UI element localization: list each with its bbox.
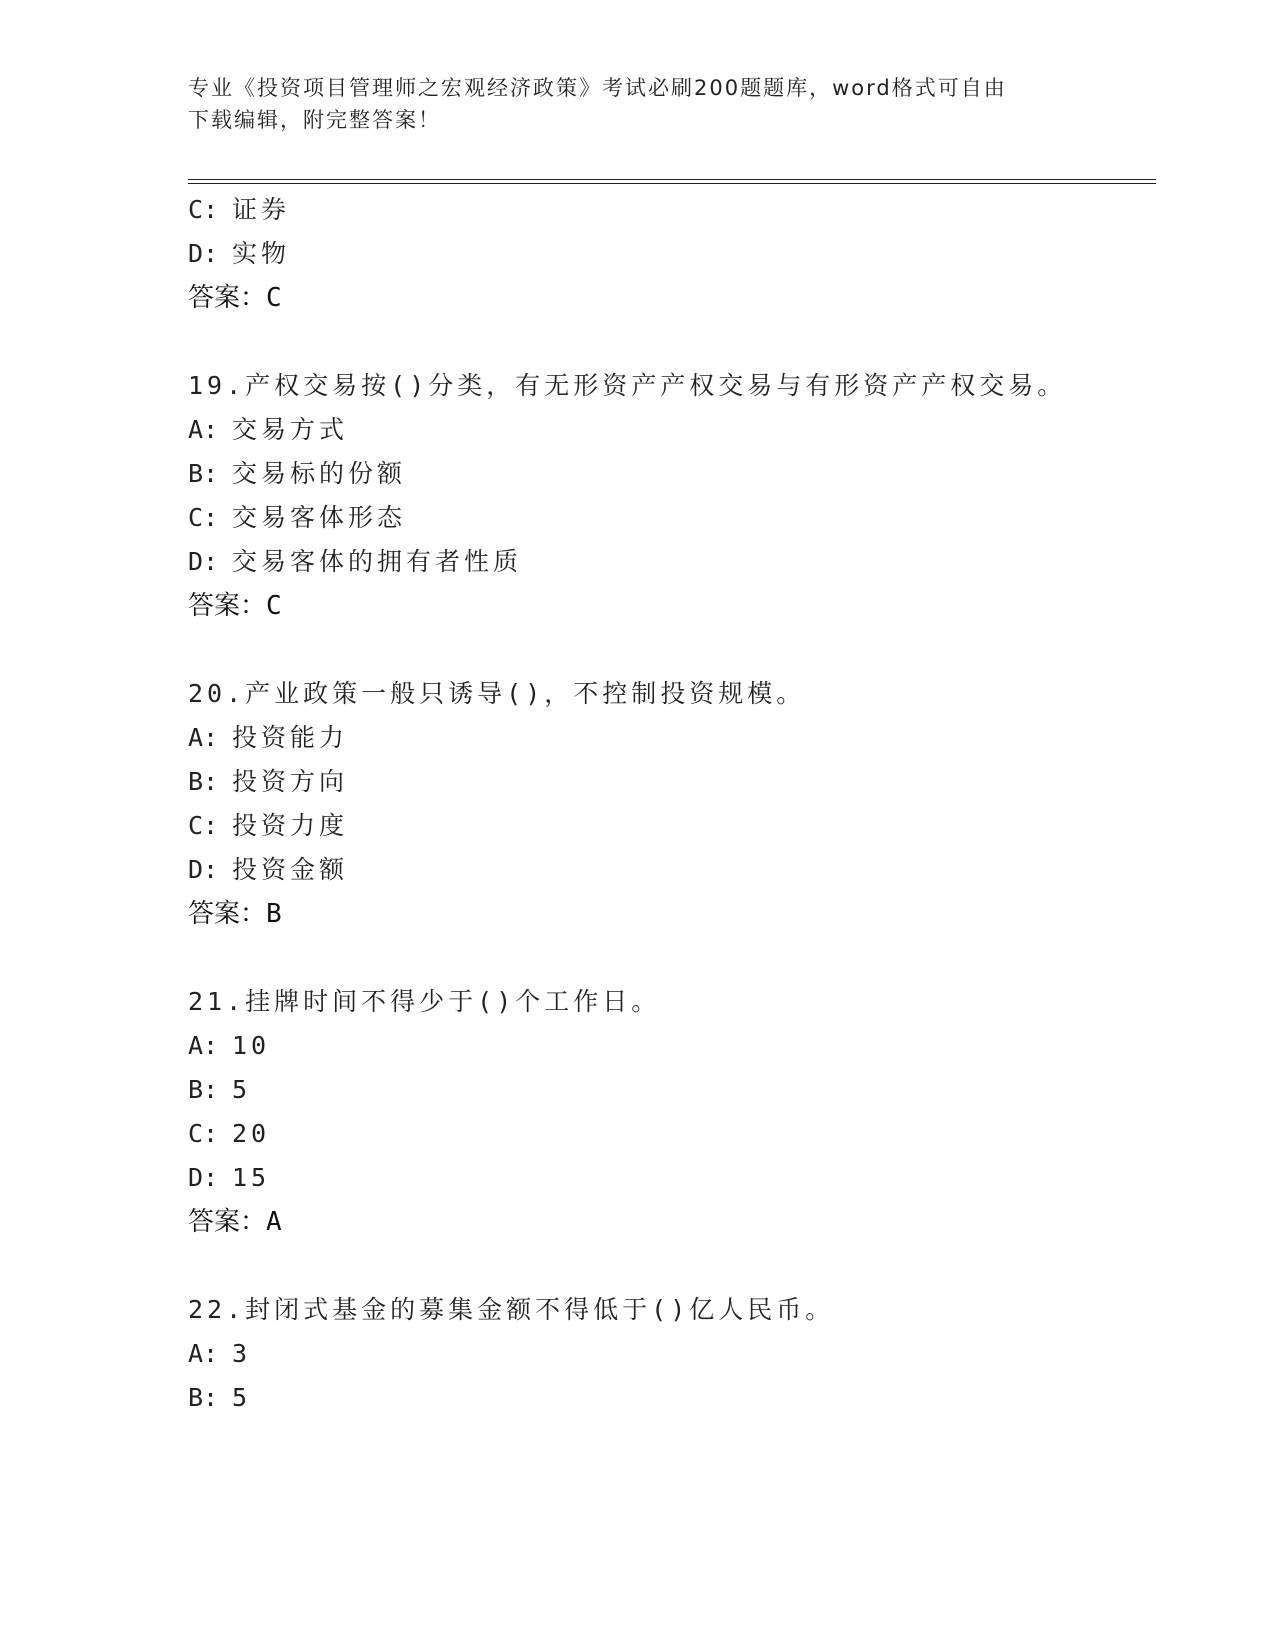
question-stem: 19.产权交易按()分类，有无形资产产权交易与有形资产产权交易。	[188, 371, 1067, 400]
answer-label: 答案：	[188, 283, 267, 313]
answer-line	[188, 282, 282, 314]
option-key: B:	[188, 1075, 219, 1104]
option-key: D:	[188, 1163, 219, 1192]
option-line	[188, 854, 348, 886]
option-text: 投资力度	[232, 811, 349, 840]
option-text: 交易方式	[232, 415, 349, 444]
option-line	[188, 1118, 270, 1150]
option-line	[188, 414, 348, 446]
option-text: 交易客体形态	[232, 503, 407, 532]
header-line-2: 下载编辑，附完整答案！	[188, 108, 441, 132]
option-key: C:	[188, 503, 219, 532]
answer-line	[188, 898, 282, 930]
answer-label: 答案：	[188, 1207, 267, 1237]
answer-value: C	[266, 591, 282, 621]
option-text: 证券	[232, 195, 291, 224]
option-line	[188, 1030, 270, 1062]
option-text: 5	[232, 1075, 252, 1104]
option-line	[188, 502, 406, 534]
option-text: 交易客体的拥有者性质	[232, 547, 523, 576]
option-line	[188, 546, 522, 578]
option-line	[188, 458, 406, 490]
option-line	[188, 766, 348, 798]
answer-value: A	[266, 1207, 282, 1237]
option-line	[188, 194, 290, 226]
option-text: 实物	[232, 239, 291, 268]
option-line	[188, 1074, 251, 1106]
option-key: C:	[188, 1119, 219, 1148]
option-key: B:	[188, 459, 219, 488]
answer-line	[188, 1206, 282, 1238]
answer-label: 答案：	[188, 591, 267, 621]
option-key: A:	[188, 1031, 219, 1060]
option-text: 10	[232, 1031, 271, 1060]
option-key: B:	[188, 1383, 219, 1412]
answer-value: C	[266, 283, 282, 313]
question-stem: 20.产业政策一般只诱导()，不控制投资规模。	[188, 679, 806, 708]
question-stem: 21.挂牌时间不得少于()个工作日。	[188, 987, 661, 1016]
option-line	[188, 1382, 251, 1414]
option-text: 5	[232, 1383, 252, 1412]
option-line	[188, 238, 290, 270]
answer-label: 答案：	[188, 899, 267, 929]
option-line	[188, 1162, 270, 1194]
option-text: 投资金额	[232, 855, 349, 884]
option-text: 投资能力	[232, 723, 349, 752]
answer-value: B	[266, 899, 282, 929]
option-key: D:	[188, 547, 219, 576]
option-text: 20	[232, 1119, 271, 1148]
option-key: D:	[188, 855, 219, 884]
question-stem: 22.封闭式基金的募集金额不得低于()亿人民币。	[188, 1295, 835, 1324]
option-text: 15	[232, 1163, 271, 1192]
option-text: 投资方向	[232, 767, 349, 796]
option-line	[188, 810, 348, 842]
option-line	[188, 1338, 251, 1370]
option-key: B:	[188, 767, 219, 796]
option-key: D:	[188, 239, 219, 268]
header-line-1: 专业《投资项目管理师之宏观经济政策》考试必刷200题题库，word格式可自由	[188, 76, 1007, 100]
option-key: A:	[188, 415, 219, 444]
option-text: 3	[232, 1339, 252, 1368]
option-key: C:	[188, 195, 219, 224]
document-header	[188, 72, 1078, 136]
option-key: C:	[188, 811, 219, 840]
option-text: 交易标的份额	[232, 459, 407, 488]
option-key: A:	[188, 1339, 219, 1368]
option-key: A:	[188, 723, 219, 752]
header-divider-top	[188, 179, 1156, 180]
answer-line	[188, 590, 282, 622]
option-line	[188, 722, 348, 754]
header-divider-bottom	[188, 183, 1156, 184]
